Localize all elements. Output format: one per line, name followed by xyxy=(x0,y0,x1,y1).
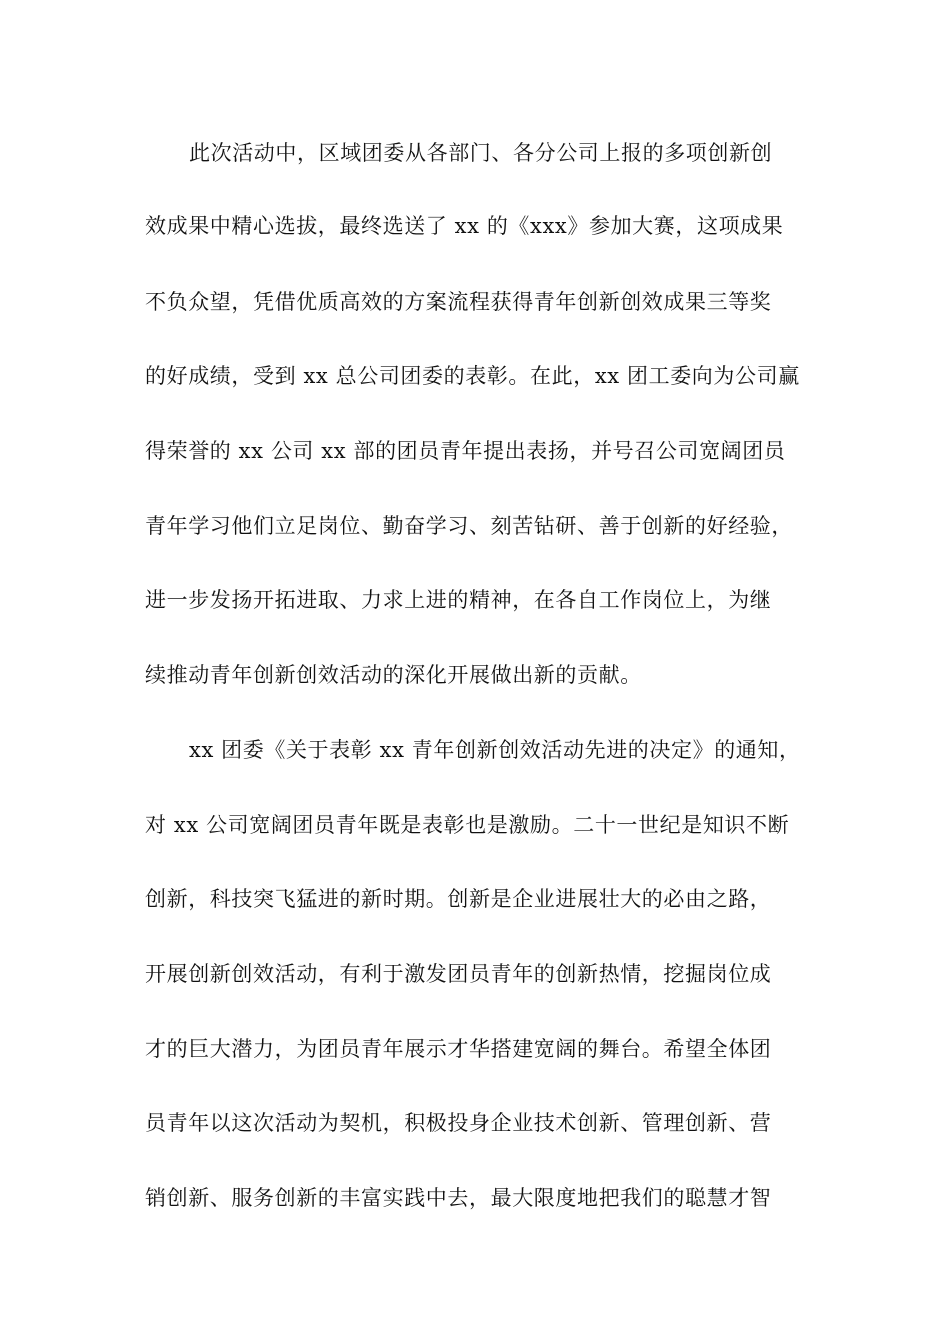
paragraph-line: 效成果中精心选拔，最终选送了 xx 的《xxx》参加大赛，这项成果 xyxy=(145,214,784,238)
paragraph-line: xx 团委《关于表彰 xx 青年创新创效活动先进的决定》的通知， xyxy=(189,738,801,762)
paragraph-line: 开展创新创效活动，有利于激发团员青年的创新热情，挖掘岗位成 xyxy=(145,962,772,986)
paragraph-line: 对 xx 公司宽阔团员青年既是表彰也是激励。二十一世纪是知识不断 xyxy=(145,813,790,837)
paragraph-line: 进一步发扬开拓进取、力求上进的精神，在各自工作岗位上，为继 xyxy=(145,588,772,612)
paragraph-line: 才的巨大潜力，为团员青年展示才华搭建宽阔的舞台。希望全体团 xyxy=(145,1037,772,1061)
paragraph-line: 不负众望，凭借优质高效的方案流程获得青年创新创效成果三等奖 xyxy=(145,290,772,314)
paragraph-line: 创新，科技突飞猛进的新时期。创新是企业进展壮大的必由之路， xyxy=(145,887,772,911)
paragraph-line: 销创新、服务创新的丰富实践中去，最大限度地把我们的聪慧才智 xyxy=(145,1186,772,1210)
paragraph-line: 续推动青年创新创效活动的深化开展做出新的贡献。 xyxy=(145,663,642,687)
paragraph-line: 得荣誉的 xx 公司 xx 部的团员青年提出表扬，并号召公司宽阔团员 xyxy=(145,439,786,463)
paragraph-line: 青年学习他们立足岗位、勤奋学习、刻苦钻研、善于创新的好经验， xyxy=(145,514,793,538)
paragraph-line: 员青年以这次活动为契机，积极投身企业技术创新、管理创新、营 xyxy=(145,1111,772,1135)
paragraph-line: 的好成绩，受到 xx 总公司团委的表彰。在此，xx 团工委向为公司赢 xyxy=(145,364,800,388)
paragraph-line: 此次活动中，区域团委从各部门、各分公司上报的多项创新创 xyxy=(189,141,773,165)
